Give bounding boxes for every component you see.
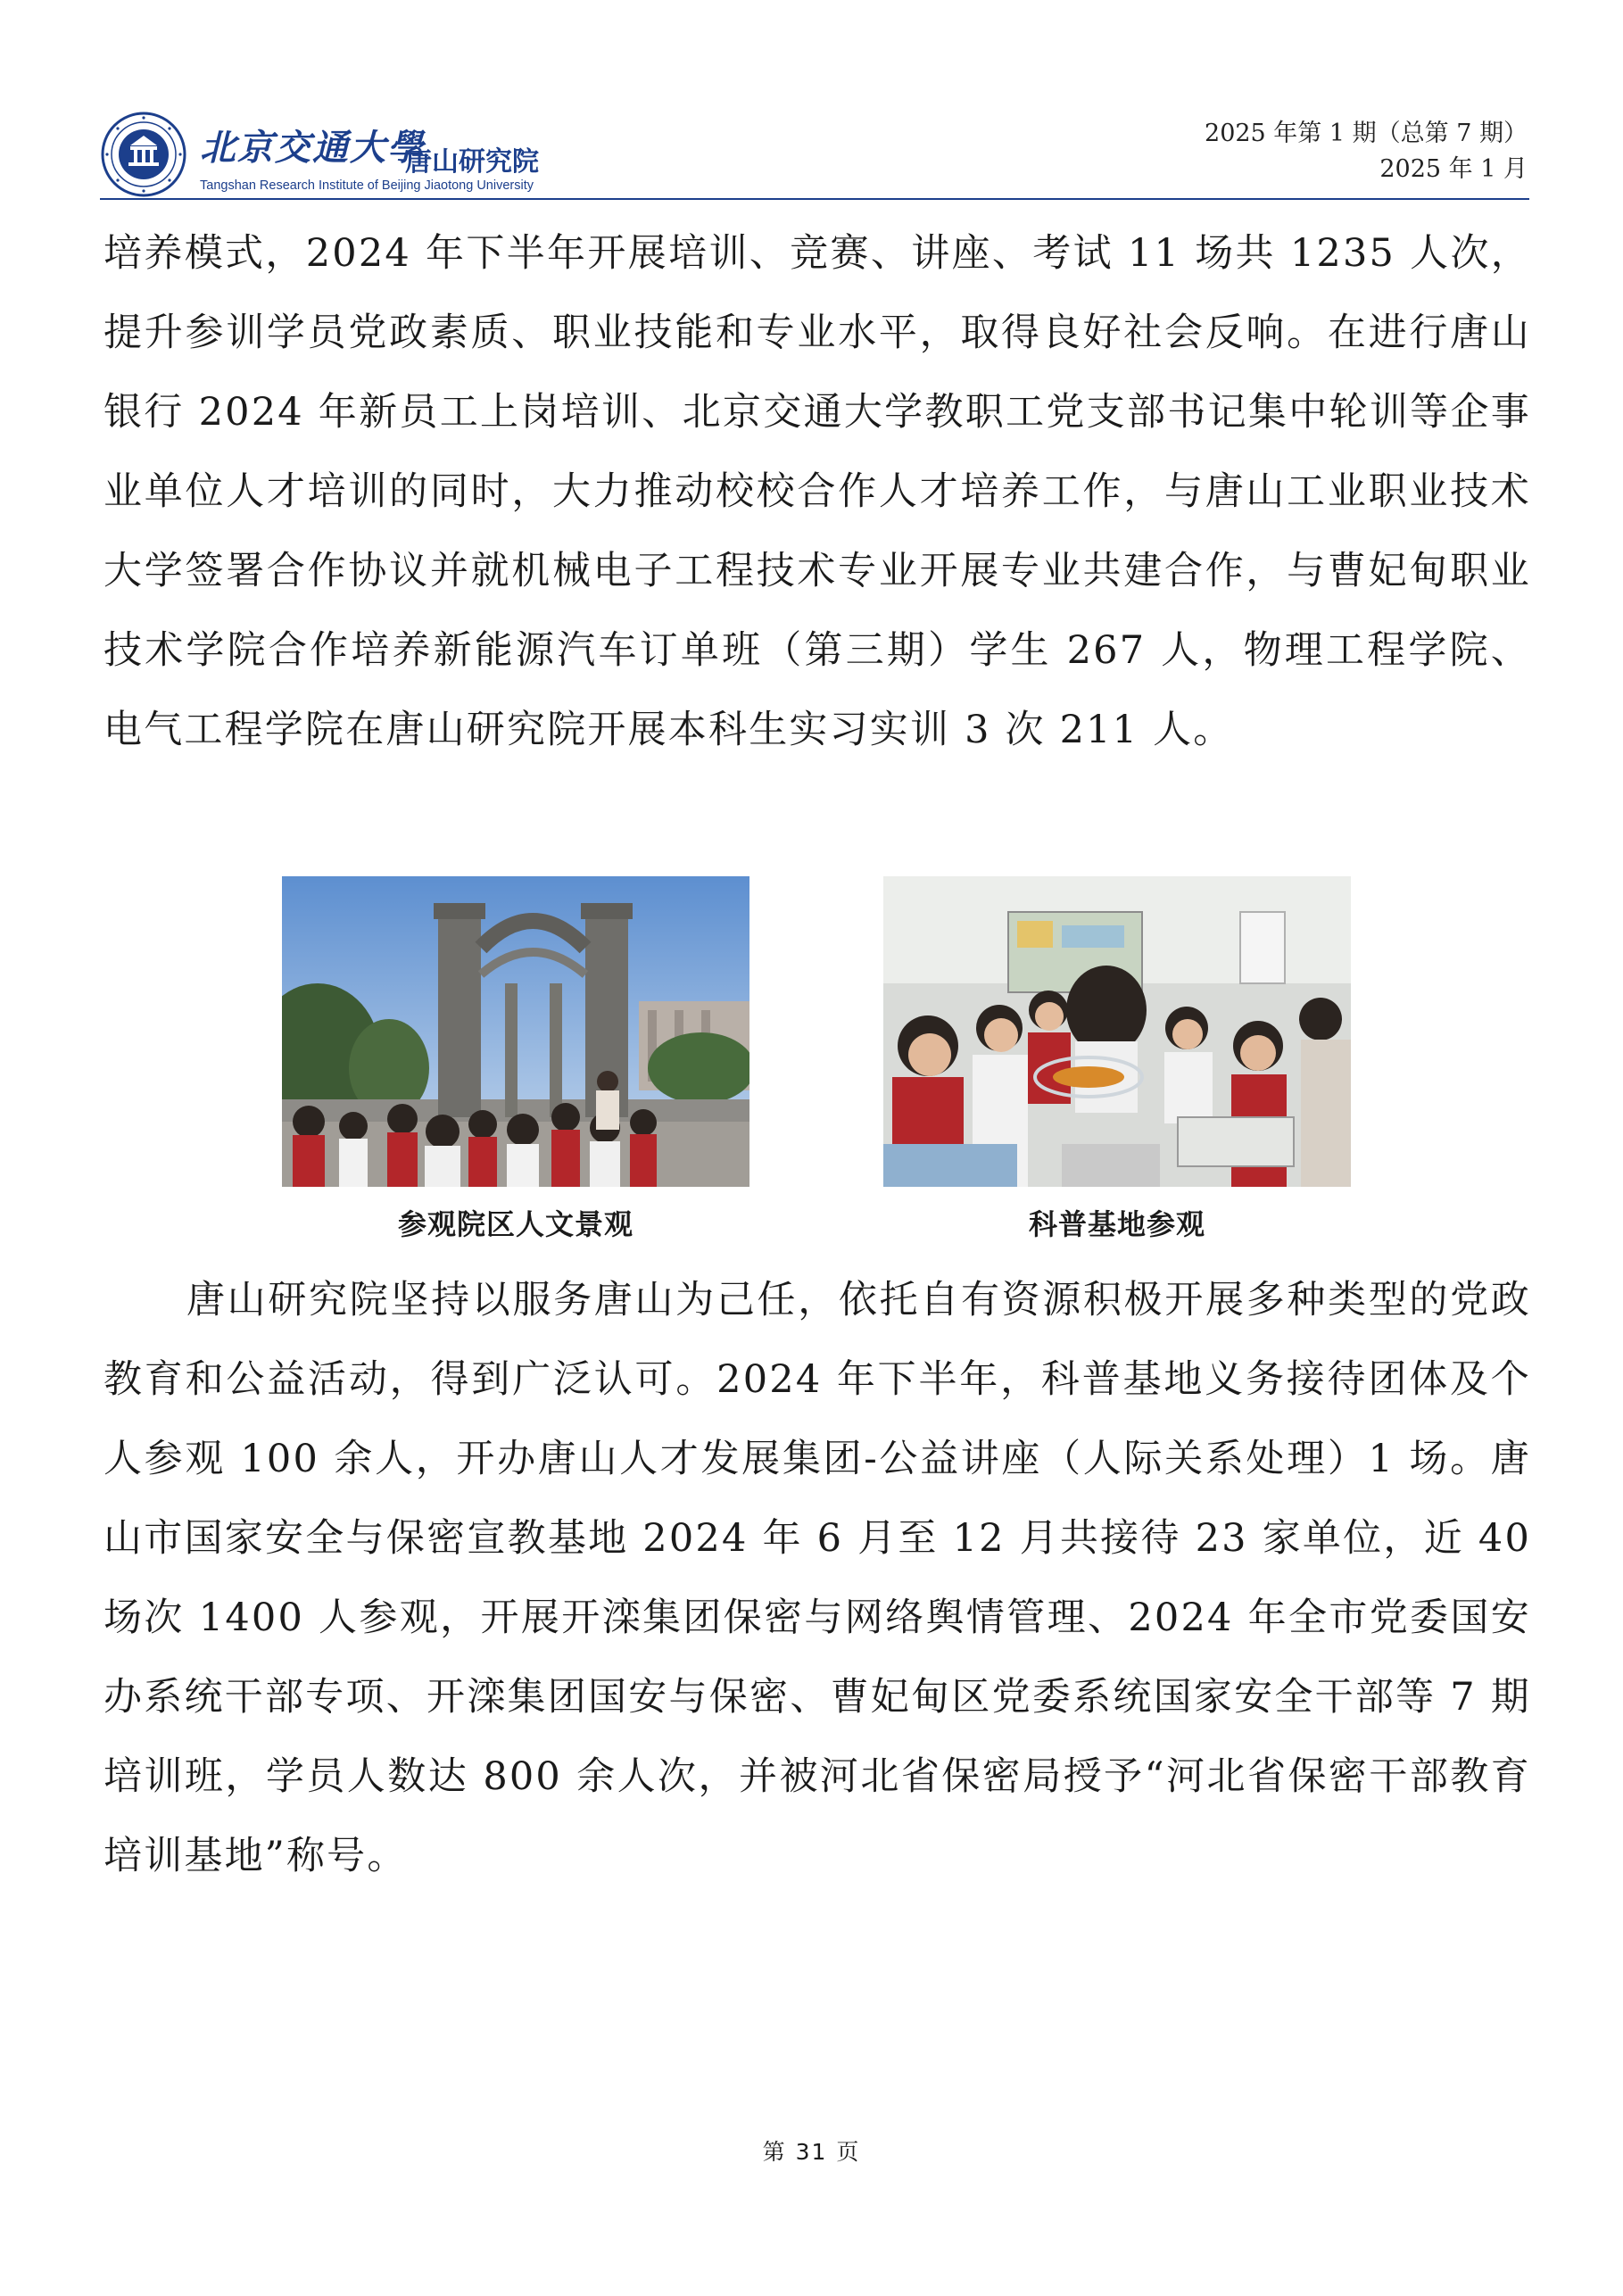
photo-science-base — [883, 876, 1351, 1187]
issue-info — [1205, 116, 1528, 187]
photo-caption-science: 科普基地参观 — [1028, 1207, 1205, 1241]
brand-english-name: Tangshan Research Institute of Beijing Jiaotong University — [200, 178, 534, 193]
page-header — [100, 109, 1528, 198]
university-seal-icon — [100, 111, 187, 198]
issue-number: 2025 年第 1 期（总第 7 期） — [1205, 120, 1528, 147]
body-paragraph-2: 唐山研究院坚持以服务唐山为己任，依托自有资源积极开展多种类型的党政教育和公益活动，得到广泛认可。2024 年下半年，科普基地义务接待团体及个人参观 100 余人，开办唐山人才发展集团-公益讲座（人际关系处理）1 场。唐山市国家安全与保密宣教基地 2024 年 6 月至 12 月共接待 23 家单位，近 40 场次 1400 人参观，开展开滦集团保密与网络舆情管理、2024 年全市党委国安办系统干部专项、开滦集团国安与保密、曹妃甸区党委系统国家安全干部等 7 期培训班，学员人数达 800 余人次，并被河北省保密局授予“河北省保密干部教育培训基地”称号。 — [104, 1278, 1531, 1878]
brand-institute-name: 唐山研究院 — [405, 146, 539, 178]
header-divider — [100, 198, 1529, 200]
page-number: 第 31 页 — [762, 2139, 861, 2165]
body-paragraph-1: 培养模式，2024 年下半年开展培训、竞赛、讲座、考试 11 场共 1235 人次，提升参训学员党政素质、职业技能和专业水平，取得良好社会反响。在进行唐山银行 2024 年新员工上岗培训、北京交通大学教职工党支部书记集中轮训等企事业单位人才培训的同时，大力推动校校合作人才培养工作，与唐山工业职业技术大学签署合作协议并就机械电子工程技术专业开展专业共建合作，与曹妃甸职业技术学院合作培养新能源汽车订单班（第三期）学生 267 人，物理工程学院、电气工程学院在唐山研究院开展本科生实习实训 3 次 211 人。 — [104, 231, 1531, 752]
brand-block — [200, 120, 664, 198]
photo-campus-arch — [282, 876, 749, 1187]
photo-caption-campus: 参观院区人文景观 — [397, 1207, 633, 1241]
issue-date: 2025 年 1 月 — [1379, 155, 1528, 183]
brand-chinese-name: 北京交通大學 — [200, 127, 425, 169]
